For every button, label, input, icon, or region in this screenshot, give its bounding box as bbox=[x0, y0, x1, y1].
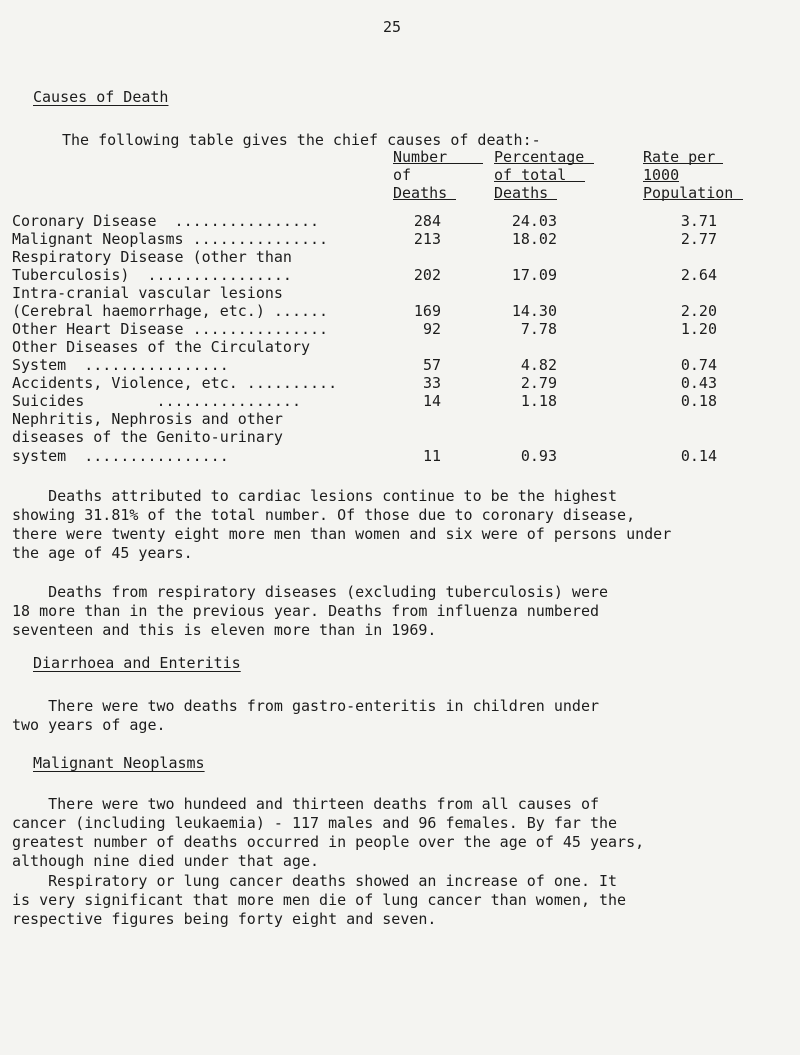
row-label: Other Heart Disease ............... bbox=[12, 320, 329, 338]
paragraph-cardiac: Deaths attributed to cardiac lesions continue to be the highest showing 31.81% of the total number. Of those due to coronary disease, there were twenty eight more men than women and six were of persons under the age of 45 years. bbox=[12, 487, 672, 562]
row-label: Accidents, Violence, etc. .......... bbox=[12, 374, 338, 392]
header-rate-line1: Rate per bbox=[643, 148, 716, 166]
header-rate-line2: 1000 bbox=[643, 166, 680, 184]
row-number: 169 bbox=[413, 302, 441, 320]
row-percentage: 14.30 bbox=[511, 302, 557, 320]
row-rate: 2.20 bbox=[680, 302, 717, 320]
row-label: Coronary Disease ................ bbox=[12, 212, 320, 230]
paragraph-cancer: There were two hundeed and thirteen deaths from all causes of cancer (including leukaemia) - 117 males and 96 females. By far the greatest number of deaths occurred in people over the age of 45 years, although nine died under that age. bbox=[12, 795, 645, 870]
heading-malignant-neoplasms: Malignant Neoplasms bbox=[33, 754, 205, 772]
row-number: 11 bbox=[422, 447, 441, 465]
row-label: diseases of the Genito-urinary bbox=[12, 428, 283, 446]
paragraph-lung-cancer: Respiratory or lung cancer deaths showed an increase of one. It is very significant that more men die of lung cancer than women, the respective figures being forty eight and seven. bbox=[12, 872, 627, 928]
header-percentage-line2: of total bbox=[494, 166, 567, 184]
row-number: 92 bbox=[422, 320, 441, 338]
row-label: Suicides ................ bbox=[12, 392, 301, 410]
row-percentage: 0.93 bbox=[520, 447, 557, 465]
row-rate: 0.43 bbox=[680, 374, 717, 392]
header-number-line1: Number bbox=[393, 148, 448, 166]
heading-diarrhoea: Diarrhoea and Enteritis bbox=[33, 654, 241, 672]
row-percentage: 7.78 bbox=[520, 320, 557, 338]
paragraph-gastro-enteritis: There were two deaths from gastro-enteritis in children under two years of age. bbox=[12, 697, 599, 734]
row-label: Other Diseases of the Circulatory bbox=[12, 338, 311, 356]
row-rate: 2.64 bbox=[680, 266, 717, 284]
header-percentage-line3: Deaths bbox=[494, 184, 549, 202]
header-number-line3: Deaths bbox=[393, 184, 448, 202]
page-number: 25 bbox=[383, 18, 402, 36]
paragraph-respiratory: Deaths from respiratory diseases (excluding tuberculosis) were 18 more than in the previous year. Deaths from influenza numbered seventeen and this is eleven more than in 1969. bbox=[12, 583, 609, 639]
row-rate: 0.14 bbox=[680, 447, 717, 465]
row-percentage: 1.18 bbox=[520, 392, 557, 410]
row-number: 213 bbox=[413, 230, 441, 248]
row-number: 14 bbox=[422, 392, 441, 410]
row-number: 57 bbox=[422, 356, 441, 374]
row-label: Respiratory Disease (other than bbox=[12, 248, 292, 266]
row-label: (Cerebral haemorrhage, etc.) ...... bbox=[12, 302, 329, 320]
row-label: Tuberculosis) ................ bbox=[12, 266, 292, 284]
row-number: 33 bbox=[422, 374, 441, 392]
row-rate: 3.71 bbox=[680, 212, 717, 230]
row-label: Nephritis, Nephrosis and other bbox=[12, 410, 283, 428]
row-percentage: 4.82 bbox=[520, 356, 557, 374]
row-rate: 1.20 bbox=[680, 320, 717, 338]
row-rate: 0.18 bbox=[680, 392, 717, 410]
row-percentage: 2.79 bbox=[520, 374, 557, 392]
row-number: 284 bbox=[413, 212, 441, 230]
row-label: Malignant Neoplasms ............... bbox=[12, 230, 329, 248]
row-number: 202 bbox=[413, 266, 441, 284]
row-percentage: 24.03 bbox=[511, 212, 557, 230]
header-rate-line3: Population bbox=[643, 184, 734, 202]
row-rate: 2.77 bbox=[680, 230, 717, 248]
row-percentage: 18.02 bbox=[511, 230, 557, 248]
row-label: system ................ bbox=[12, 447, 229, 465]
table-intro: The following table gives the chief causes of death:- bbox=[62, 131, 541, 149]
header-percentage-line1: Percentage bbox=[494, 148, 585, 166]
header-number-line2: of bbox=[393, 166, 412, 184]
heading-causes-of-death: Causes of Death bbox=[33, 88, 169, 106]
row-percentage: 17.09 bbox=[511, 266, 557, 284]
row-rate: 0.74 bbox=[680, 356, 717, 374]
row-label: Intra-cranial vascular lesions bbox=[12, 284, 283, 302]
row-label: System ................ bbox=[12, 356, 229, 374]
